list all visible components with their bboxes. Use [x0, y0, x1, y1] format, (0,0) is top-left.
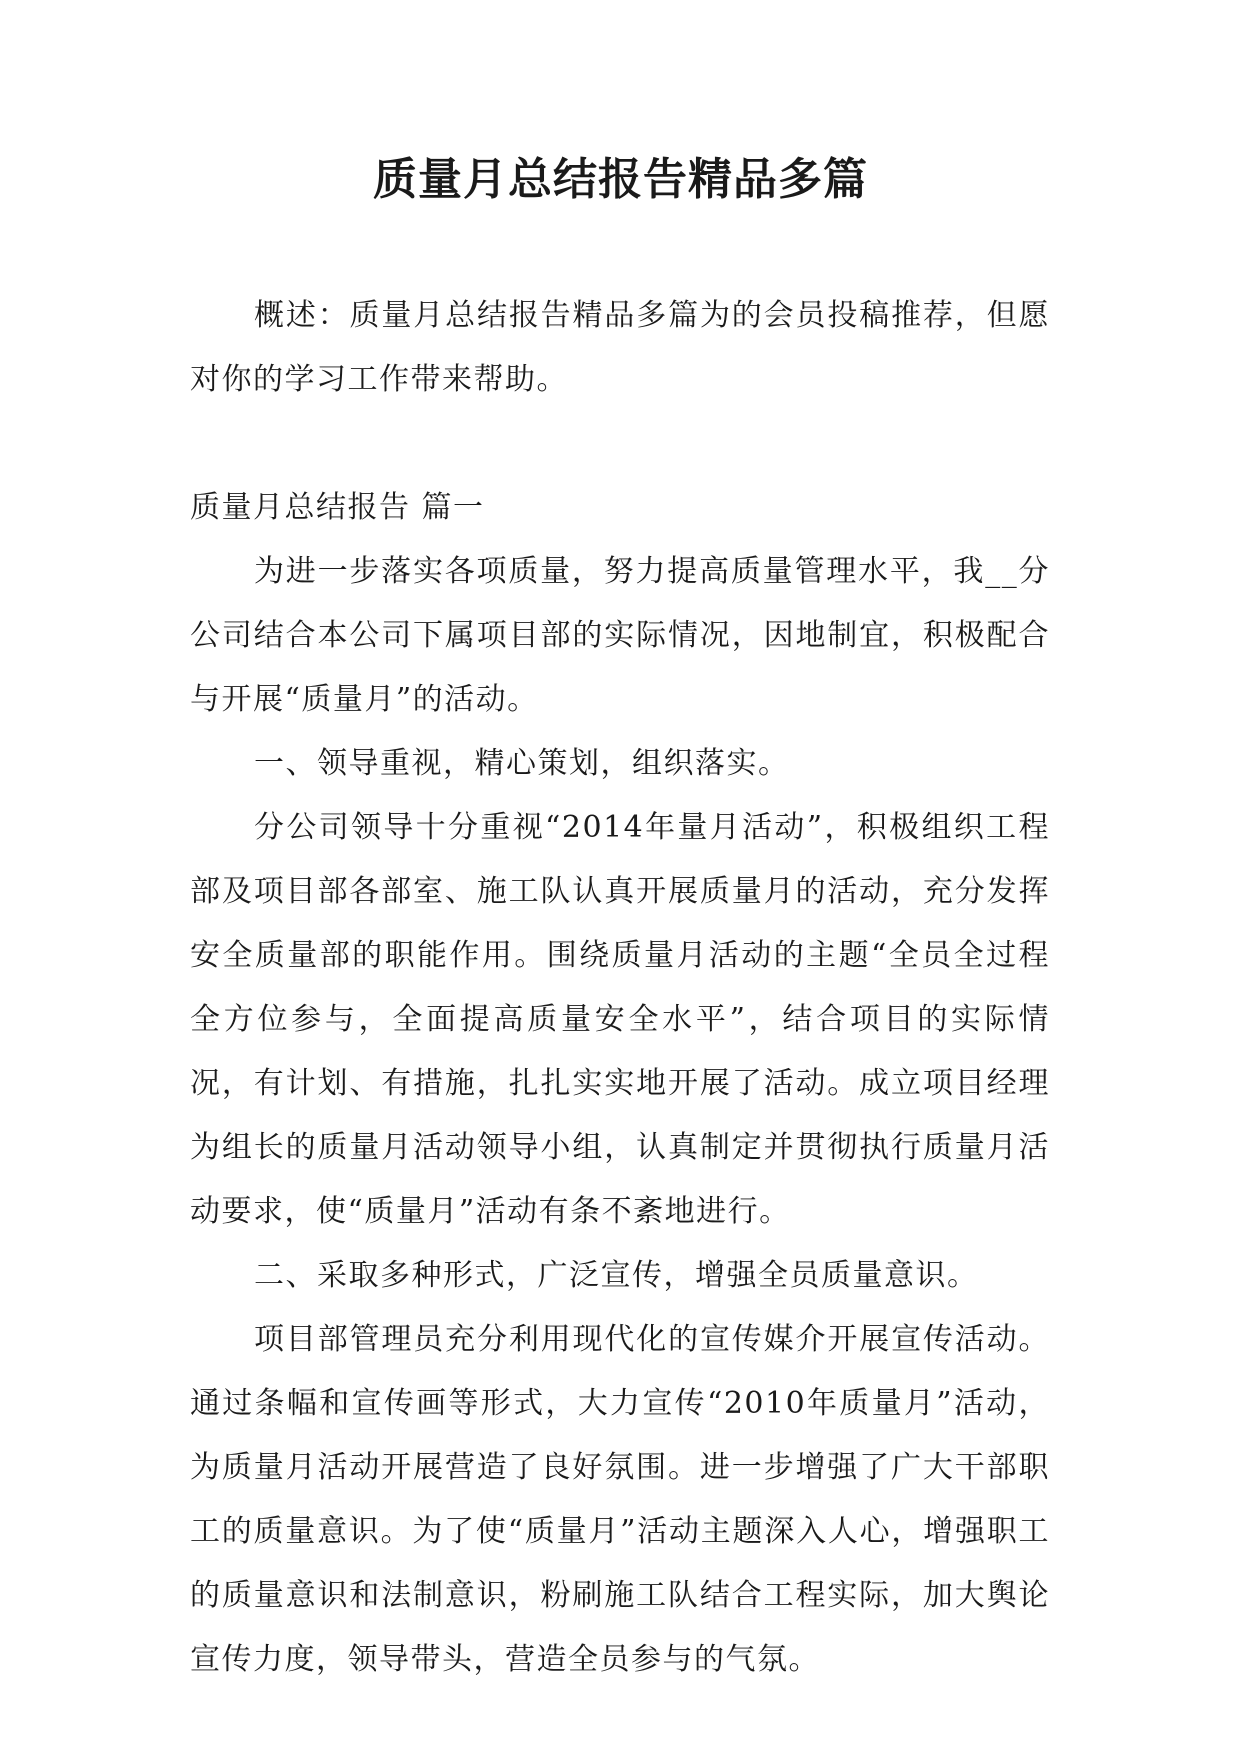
- document-body: [190, 284, 1050, 1692]
- body-paragraph: 分公司领导十分重视“2014年量月活动”，积极组织工程部及项目部各部室、施工队认真开展质量月的活动，充分发挥安全质量部的职能作用。围绕质量月活动的主题“全员全过程全方位参与，全面提高质量安全水平”，结合项目的实际情况，有计划、有措施，扎扎实实地开展了活动。成立项目经理为组长的质量月活动领导小组，认真制定并贯彻执行质量月活动要求，使“质量月”活动有条不紊地进行。: [190, 810, 1050, 1229]
- body-heading-1: 一、领导重视，精心策划，组织落实。: [254, 746, 790, 781]
- body-heading-2: 二、采取多种形式，广泛宣传，增强全员质量意识。: [254, 1258, 979, 1293]
- spacer: [190, 412, 1050, 476]
- summary-paragraph: 概述：质量月总结报告精品多篇为的会员投稿推荐，但愿对你的学习工作带来帮助。: [190, 298, 1050, 397]
- body-paragraph: 项目部管理员充分利用现代化的宣传媒介开展宣传活动。通过条幅和宣传画等形式，大力宣传“2010年质量月”活动，为质量月活动开展营造了良好氛围。进一步增强了广大干部职工的质量意识。为了使“质量月”活动主题深入人心，增强职工的质量意识和法制意识，粉刷施工队结合工程实际，加大舆论宣传力度，领导带头，营造全员参与的气氛。: [190, 1322, 1050, 1677]
- section-title: 质量月总结报告 篇一: [190, 490, 485, 525]
- body-paragraph: 为进一步落实各项质量，努力提高质量管理水平，我__分公司结合本公司下属项目部的实际情况，因地制宜，积极配合与开展“质量月”的活动。: [190, 554, 1050, 717]
- document-title: 质量月总结报告精品多篇: [373, 154, 868, 205]
